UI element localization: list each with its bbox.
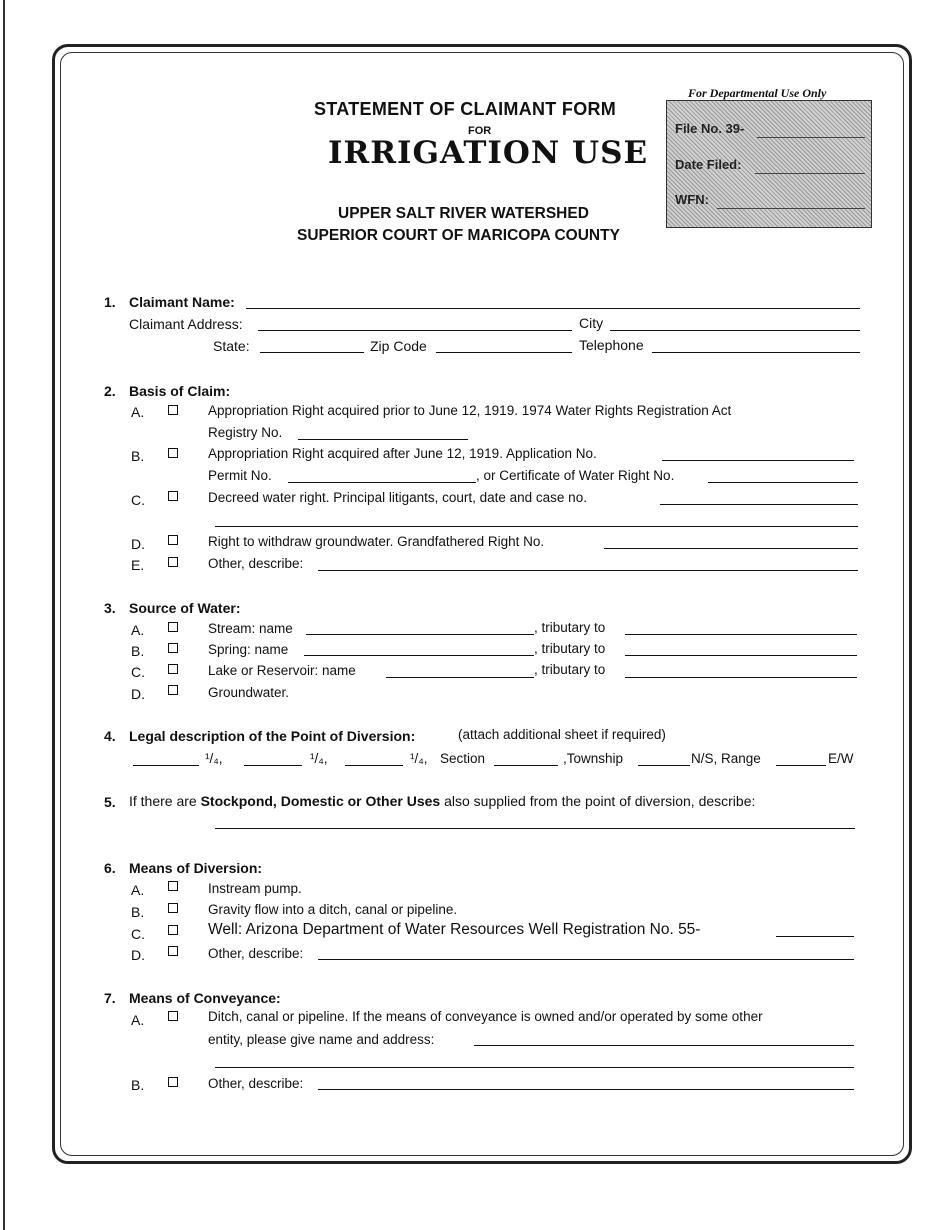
- basis-b-text: Appropriation Right acquired after June 12, 1919. Application No.: [208, 446, 597, 461]
- source-b-letter: B.: [131, 643, 145, 659]
- section6-number: 6.: [104, 860, 116, 876]
- basis-a-text: Appropriation Right acquired prior to June 12, 1919. 1974 Water Rights Registration Act: [208, 403, 732, 418]
- state-field[interactable]: [260, 352, 364, 353]
- conveyance-a-text: Ditch, canal or pipeline. If the means of conveyance is owned and/or operated by some other: [208, 1009, 763, 1024]
- conveyance-a-checkbox[interactable]: [168, 1011, 178, 1021]
- city-field[interactable]: [610, 330, 860, 331]
- certificate-field[interactable]: [708, 482, 858, 483]
- claimant-address-field[interactable]: [258, 330, 572, 331]
- claimant-name-label: Claimant Name:: [129, 294, 235, 310]
- source-c-letter: C.: [131, 664, 145, 680]
- stream-name-field[interactable]: [306, 634, 534, 635]
- diversion-a-letter: A.: [131, 882, 145, 898]
- other-uses-field[interactable]: [215, 828, 855, 829]
- lake-name-field[interactable]: [386, 677, 534, 678]
- basis-d-letter: D.: [131, 536, 145, 552]
- stream-tributary-field[interactable]: [625, 634, 857, 635]
- registry-no-field[interactable]: [298, 439, 468, 440]
- telephone-field[interactable]: [652, 352, 860, 353]
- diversion-b-checkbox[interactable]: [168, 903, 178, 913]
- date-filed-label: Date Filed:: [675, 157, 742, 172]
- quarter-field-2[interactable]: [244, 765, 302, 766]
- well-registration-field[interactable]: [776, 936, 854, 937]
- basis-heading: Basis of Claim:: [129, 383, 231, 399]
- basis-c-text: Decreed water right. Principal litigants, court, date and case no.: [208, 490, 587, 505]
- basis-other-field[interactable]: [318, 570, 858, 571]
- conveyance-heading: Means of Conveyance:: [129, 990, 281, 1006]
- source-d-checkbox[interactable]: [168, 685, 178, 695]
- wfn-label: WFN:: [675, 192, 709, 207]
- source-a-checkbox[interactable]: [168, 622, 178, 632]
- diversion-d-checkbox[interactable]: [168, 946, 178, 956]
- file-no-line: [757, 137, 865, 138]
- conveyance-other-field[interactable]: [318, 1089, 854, 1090]
- quarter-label-3: ¹/₄,: [410, 751, 428, 766]
- conveyance-a-text2: entity, please give name and address:: [208, 1032, 435, 1047]
- legal-note: (attach additional sheet if required): [458, 727, 666, 742]
- section5-lead: If there are: [129, 793, 197, 809]
- township-field[interactable]: [638, 765, 690, 766]
- watershed-title: UPPER SALT RIVER WATERSHED: [338, 205, 589, 222]
- left-edge-line: [3, 0, 5, 1230]
- diversion-c-checkbox[interactable]: [168, 925, 178, 935]
- source-heading: Source of Water:: [129, 600, 241, 616]
- section5-rest: also supplied from the point of diversion, describe:: [444, 793, 756, 809]
- basis-a-registry-label: Registry No.: [208, 425, 283, 440]
- diversion-c-letter: C.: [131, 926, 145, 942]
- diversion-a-text: Instream pump.: [208, 881, 302, 896]
- basis-a-letter: A.: [131, 404, 145, 420]
- section1-number: 1.: [104, 294, 116, 310]
- basis-c-checkbox[interactable]: [168, 491, 178, 501]
- basis-e-text: Other, describe:: [208, 556, 304, 571]
- quarter-field-3[interactable]: [345, 765, 403, 766]
- section-field[interactable]: [494, 765, 558, 766]
- ew-label: E/W: [828, 751, 854, 766]
- state-label: State:: [213, 338, 250, 354]
- section5-number: 5.: [104, 794, 116, 810]
- basis-e-letter: E.: [131, 557, 145, 573]
- file-no-label: File No. 39-: [675, 121, 745, 136]
- departmental-use-box: [666, 100, 872, 228]
- lake-tributary-field[interactable]: [625, 677, 857, 678]
- form-use-type: IRRIGATION USE: [328, 135, 649, 171]
- basis-d-checkbox[interactable]: [168, 535, 178, 545]
- basis-b-letter: B.: [131, 448, 145, 464]
- zip-field[interactable]: [436, 352, 572, 353]
- form-title: STATEMENT OF CLAIMANT FORM: [314, 99, 617, 119]
- source-b-checkbox[interactable]: [168, 643, 178, 653]
- source-a-text: Stream: name: [208, 621, 293, 636]
- source-a-tributary: , tributary to: [534, 620, 606, 635]
- zip-label: Zip Code: [370, 338, 427, 354]
- basis-d-text: Right to withdraw groundwater. Grandfathered Right No.: [208, 534, 545, 549]
- decreed-field-2[interactable]: [215, 526, 858, 527]
- diversion-other-field[interactable]: [318, 959, 854, 960]
- diversion-a-checkbox[interactable]: [168, 881, 178, 891]
- court-title: SUPERIOR COURT OF MARICOPA COUNTY: [297, 227, 620, 244]
- section5-bold: Stockpond, Domestic or Other Uses: [200, 793, 441, 809]
- wfn-line: [717, 208, 865, 209]
- telephone-label: Telephone: [579, 337, 644, 353]
- city-label: City: [579, 315, 604, 331]
- legal-heading: Legal description of the Point of Diversion:: [129, 728, 416, 744]
- basis-a-checkbox[interactable]: [168, 405, 178, 415]
- spring-name-field[interactable]: [304, 655, 534, 656]
- grandfathered-field[interactable]: [604, 548, 858, 549]
- application-no-field[interactable]: [662, 460, 854, 461]
- claimant-name-field[interactable]: [246, 308, 860, 309]
- basis-e-checkbox[interactable]: [168, 557, 178, 567]
- quarter-label-1: ¹/₄,: [205, 751, 223, 766]
- range-field[interactable]: [776, 765, 826, 766]
- quarter-label-2: ¹/₄,: [310, 751, 328, 766]
- diversion-c-text: Well: Arizona Department of Water Resources Well Registration No. 55-: [208, 921, 701, 938]
- basis-c-letter: C.: [131, 492, 145, 508]
- basis-b-checkbox[interactable]: [168, 448, 178, 458]
- diversion-d-text: Other, describe:: [208, 946, 304, 961]
- quarter-field-1[interactable]: [133, 765, 199, 766]
- diversion-d-letter: D.: [131, 947, 145, 963]
- form-title-for: FOR: [468, 125, 492, 137]
- section7-number: 7.: [104, 990, 116, 1006]
- section3-number: 3.: [104, 600, 116, 616]
- source-c-tributary: , tributary to: [534, 662, 606, 677]
- source-d-text: Groundwater.: [208, 685, 290, 700]
- conveyance-entity-field-2[interactable]: [215, 1067, 854, 1068]
- diversion-heading: Means of Diversion:: [129, 860, 263, 876]
- diversion-b-letter: B.: [131, 904, 145, 920]
- ns-range-label: N/S, Range: [691, 751, 761, 766]
- source-d-letter: D.: [131, 686, 145, 702]
- claimant-address-label: Claimant Address:: [129, 316, 243, 332]
- source-c-checkbox[interactable]: [168, 664, 178, 674]
- decreed-field[interactable]: [660, 504, 858, 505]
- date-filed-line: [755, 173, 865, 174]
- conveyance-a-letter: A.: [131, 1012, 145, 1028]
- source-b-tributary: , tributary to: [534, 641, 606, 656]
- section-label: Section: [440, 751, 486, 766]
- conveyance-b-checkbox[interactable]: [168, 1077, 178, 1087]
- spring-tributary-field[interactable]: [625, 655, 857, 656]
- source-b-text: Spring: name: [208, 642, 289, 657]
- certificate-label: , or Certificate of Water Right No.: [476, 468, 675, 483]
- dept-caption: For Departmental Use Only: [688, 86, 827, 100]
- diversion-b-text: Gravity flow into a ditch, canal or pipeline.: [208, 902, 458, 917]
- conveyance-b-text: Other, describe:: [208, 1076, 304, 1091]
- township-label: ,Township: [563, 751, 624, 766]
- section4-number: 4.: [104, 728, 116, 744]
- source-c-text: Lake or Reservoir: name: [208, 663, 356, 678]
- permit-no-label: Permit No.: [208, 468, 272, 483]
- conveyance-b-letter: B.: [131, 1077, 145, 1093]
- section5-text: [129, 793, 755, 809]
- source-a-letter: A.: [131, 622, 145, 638]
- permit-no-field[interactable]: [288, 482, 476, 483]
- conveyance-entity-field[interactable]: [474, 1045, 854, 1046]
- section2-number: 2.: [104, 383, 116, 399]
